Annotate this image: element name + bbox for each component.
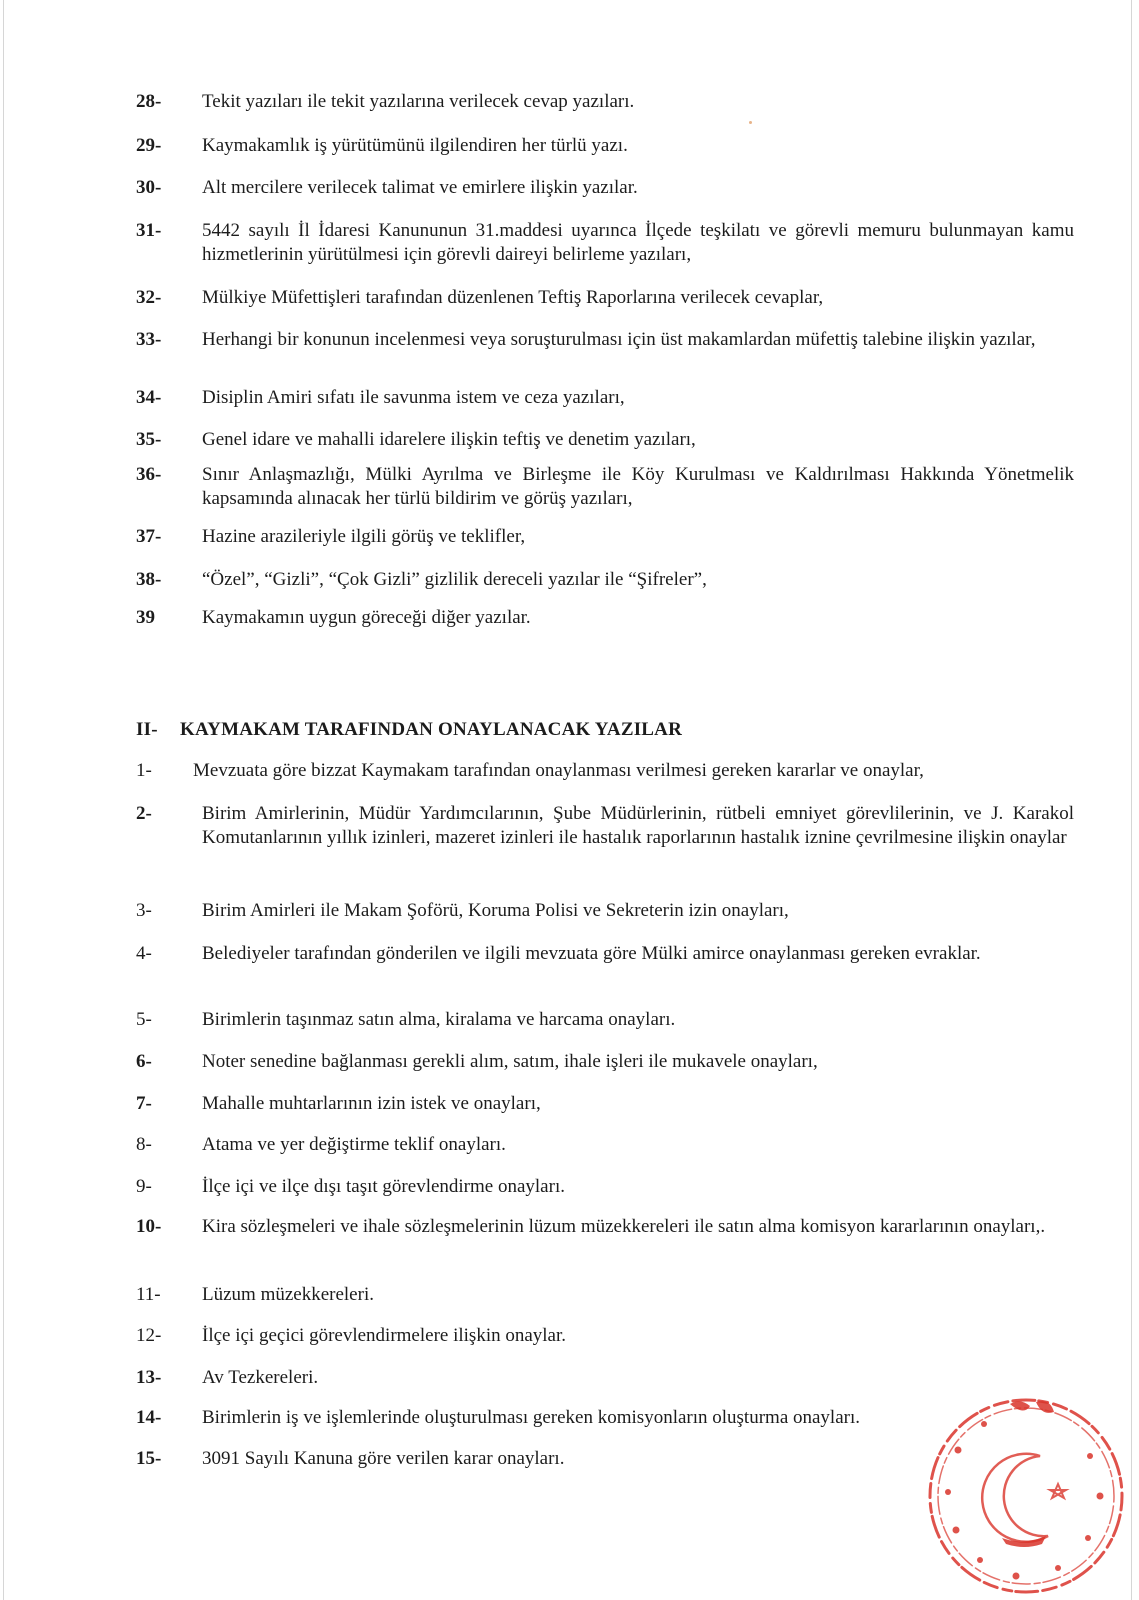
item-number: 11- xyxy=(136,1284,161,1305)
item-number: 6- xyxy=(136,1051,152,1072)
item-text: Mülkiye Müfettişleri tarafından düzenlenen Teftiş Raporlarına verilecek cevaplar, xyxy=(202,287,824,308)
item-text: Genel idare ve mahalli idarelere ilişkin teftiş ve denetim yazıları, xyxy=(202,429,696,450)
item-number: 35- xyxy=(136,429,162,450)
item-number: 33- xyxy=(136,329,162,350)
left-scan-edge xyxy=(3,0,4,1600)
item-text: Atama ve yer değiştirme teklif onayları. xyxy=(202,1134,506,1155)
speck xyxy=(749,121,752,124)
item-text: Birim Amirleri ile Makam Şoförü, Koruma Polisi ve Sekreterin izin onayları, xyxy=(202,900,789,921)
item-text: “Özel”, “Gizli”, “Çok Gizli” gizlilik dereceli yazılar ile “Şifreler”, xyxy=(202,569,707,590)
item-number: 36- xyxy=(136,464,162,485)
item-number: 1- xyxy=(136,760,152,781)
item-text: İlçe içi geçici görevlendirmelere ilişkin onaylar. xyxy=(202,1325,567,1346)
item-text: Birimlerin iş ve işlemlerinde oluşturulması gereken komisyonların oluşturma onayları. xyxy=(202,1407,861,1428)
item-text: Mevzuata göre bizzat Kaymakam tarafından onaylanması verilmesi gereken kararlar ve onaylar, xyxy=(193,760,924,781)
item-number: 8- xyxy=(136,1134,152,1155)
item-text: Av Tezkereleri. xyxy=(202,1367,319,1388)
section-heading xyxy=(136,718,682,742)
item-number: 34- xyxy=(136,387,162,408)
item-number: 3- xyxy=(136,900,152,921)
item-text: 3091 Sayılı Kanuna göre verilen karar onayları. xyxy=(202,1448,565,1469)
item-number: 30- xyxy=(136,177,162,198)
item-number: 29- xyxy=(136,135,162,156)
item-number: 28- xyxy=(136,91,162,112)
official-seal-stamp xyxy=(918,1388,1128,1596)
item-number: 4- xyxy=(136,943,152,964)
item-text: İlçe içi ve ilçe dışı taşıt görevlendirme onayları. xyxy=(202,1176,565,1197)
item-text: Birimlerin taşınmaz satın alma, kiralama ve harcama onayları. xyxy=(202,1009,676,1030)
item-text: Sınır Anlaşmazlığı, Mülki Ayrılma ve Birleşme ile Köy Kurulması ve Kaldırılması Hakkında Yönetmelik kapsamında alınacak her türlü bildirim ve görüş yazıları, xyxy=(202,464,1074,509)
item-text: Noter senedine bağlanması gerekli alım, satım, ihale işleri ile mukavele onayları, xyxy=(202,1051,818,1072)
item-text: Birim Amirlerinin, Müdür Yardımcılarının, Şube Müdürlerinin, rütbeli emniyet görevlilerinin, ve J. Karakol Komutanlarının yıllık izinleri, mazeret izinleri ile hastalık raporlarının hastalık iznine çevrilmesine ilişkin onaylar xyxy=(202,803,1074,848)
item-number: 15- xyxy=(136,1448,162,1469)
item-number: 14- xyxy=(136,1407,162,1428)
item-number: 32- xyxy=(136,287,162,308)
item-text: Kaymakamın uygun göreceği diğer yazılar. xyxy=(202,607,531,628)
item-text: Alt mercilere verilecek talimat ve emirlere ilişkin yazılar. xyxy=(202,177,638,198)
item-text: Lüzum müzekkereleri. xyxy=(202,1284,374,1305)
item-text: Disiplin Amiri sıfatı ile savunma istem ve ceza yazıları, xyxy=(202,387,625,408)
item-text: Mahalle muhtarlarının izin istek ve onayları, xyxy=(202,1093,541,1114)
item-number: 31- xyxy=(136,220,162,241)
item-text: Belediyeler tarafından gönderilen ve ilgili mevzuata göre Mülki amirce onaylanması gereken evraklar. xyxy=(202,943,981,964)
item-text: Hazine arazileriyle ilgili görüş ve teklifler, xyxy=(202,526,526,547)
item-number: 13- xyxy=(136,1367,162,1388)
item-number: 39 xyxy=(136,607,155,628)
item-text: Tekit yazıları ile tekit yazılarına verilecek cevap yazıları. xyxy=(202,91,635,112)
item-number: 38- xyxy=(136,569,162,590)
item-text: 5442 sayılı İl İdaresi Kanununun 31.maddesi uyarınca İlçede teşkilatı ve görevli memuru bulunmayan kamu hizmetlerinin yürütülmesi için görevli daireyi belirleme yazıları, xyxy=(202,220,1074,265)
item-text: Kaymakamlık iş yürütümünü ilgilendiren her türlü yazı. xyxy=(202,135,628,156)
item-number: 7- xyxy=(136,1093,152,1114)
item-number: 2- xyxy=(136,803,152,824)
item-number: 9- xyxy=(136,1176,152,1197)
right-scan-edge xyxy=(1131,0,1132,1600)
section-number: II- xyxy=(136,719,158,740)
item-number: 10- xyxy=(136,1216,162,1237)
item-text: Herhangi bir konunun incelenmesi veya soruşturulması için üst makamlardan müfettiş talebine ilişkin yazılar, xyxy=(202,329,1036,350)
item-text: Kira sözleşmeleri ve ihale sözleşmelerinin lüzum müzekkereleri ile satın alma komisyon kararlarının onayları,. xyxy=(202,1216,1046,1237)
item-number: 12- xyxy=(136,1325,162,1346)
item-number: 37- xyxy=(136,526,162,547)
item-number: 5- xyxy=(136,1009,152,1030)
section-title: KAYMAKAM TARAFINDAN ONAYLANACAK YAZILAR xyxy=(180,719,683,740)
